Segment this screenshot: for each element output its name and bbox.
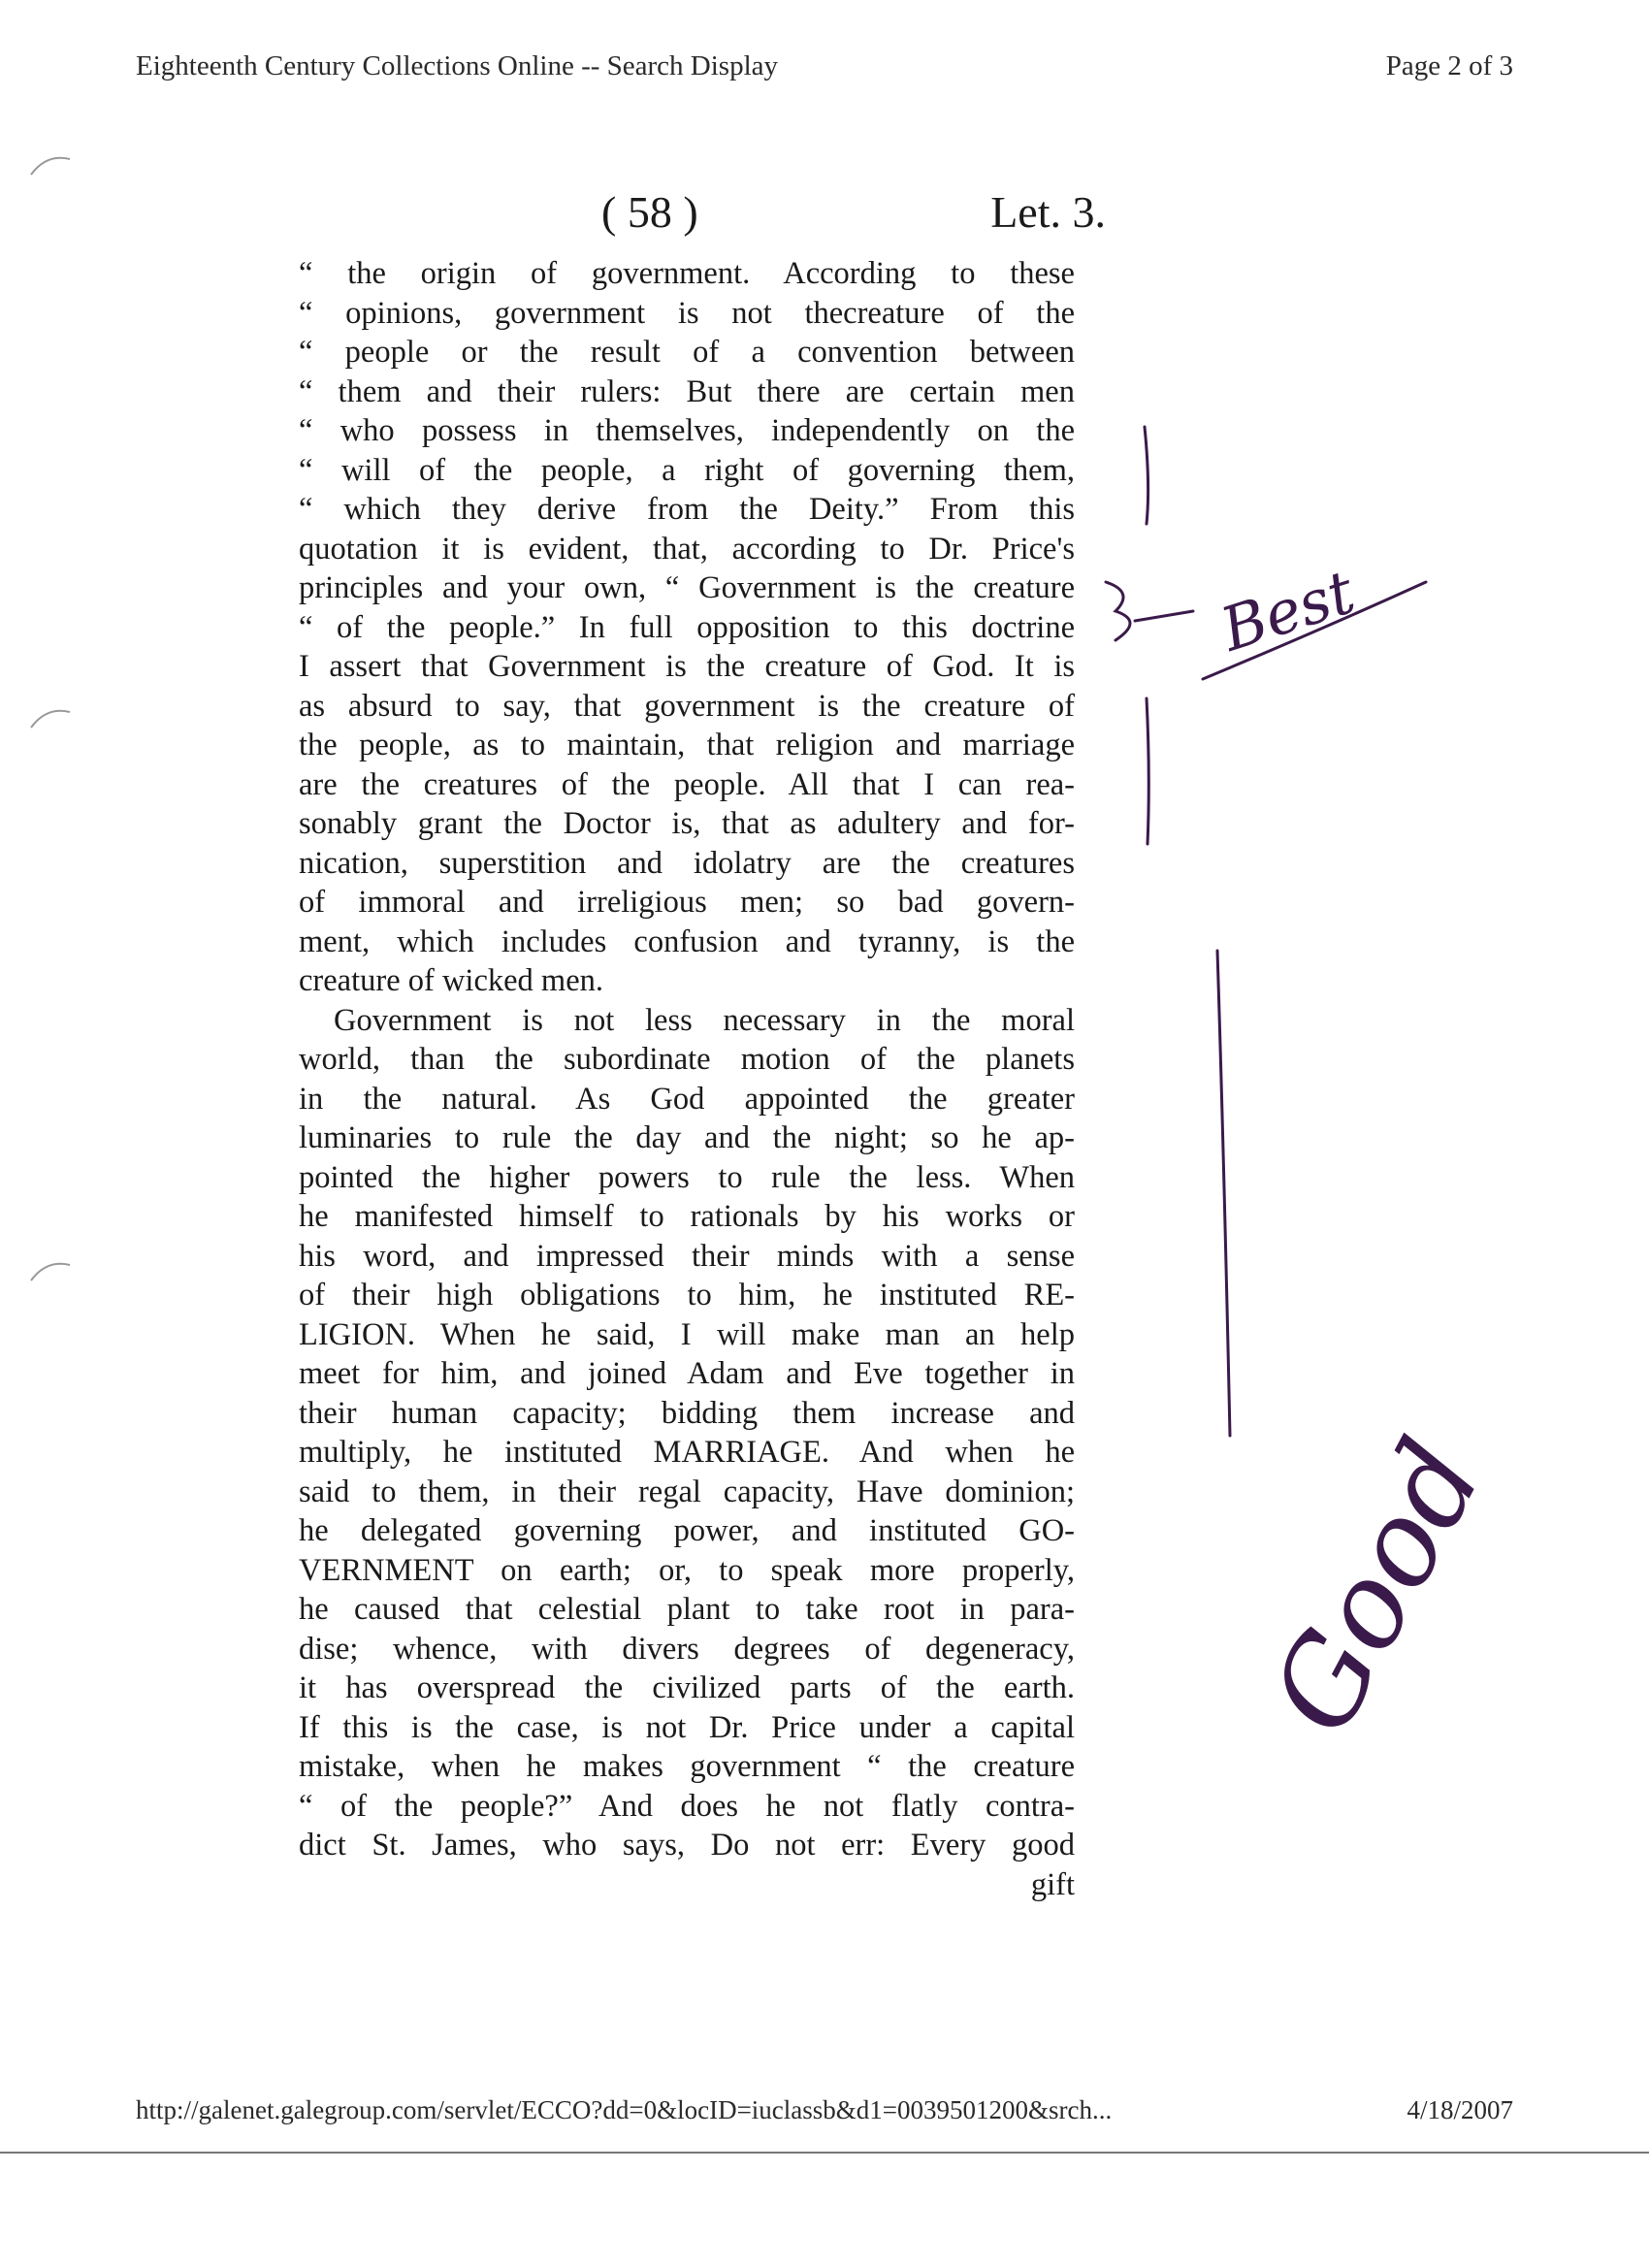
text-line: pointed the higher powers to rule the less. When: [299, 1159, 1075, 1195]
text-line: it has overspread the civilized parts of the earth.: [299, 1670, 1075, 1705]
text-line: mistake, when he makes government “ the creature: [299, 1749, 1075, 1784]
footer-divider: [0, 2152, 1649, 2154]
header-page-count: Page 2 of 3: [1385, 50, 1513, 81]
text-line: principles and your own, “ Government is the creature: [299, 570, 1075, 605]
binder-hole-bottom: [27, 1251, 76, 1290]
annotation-best: Best: [1212, 556, 1363, 665]
text-line: quotation it is evident, that, according to Dr. Price's: [299, 531, 1075, 567]
text-line: are the creatures of the people. All that I can rea-: [299, 766, 1075, 802]
text-line: ment, which includes confusion and tyranny, is the: [299, 923, 1075, 959]
text-line: “ will of the people, a right of governing them,: [299, 452, 1075, 488]
margin-line-upper: [1145, 427, 1148, 524]
text-line: LIGION. When he said, I will make man an help: [299, 1316, 1075, 1352]
text-line: “ of the people?” And does he not flatly contra-: [299, 1788, 1075, 1824]
text-line: he caused that celestial plant to take root in para-: [299, 1592, 1075, 1627]
text-line: “ who possess in themselves, independently on the: [299, 413, 1075, 448]
footer-date: 4/18/2007: [1406, 2095, 1513, 2124]
page-heading: [601, 186, 1106, 238]
text-line: “ them and their rulers: But there are certain men: [299, 373, 1075, 409]
text-line: nication, superstition and idolatry are the creatures: [299, 845, 1075, 881]
text-line: the people, as to maintain, that religion and marriage: [299, 728, 1075, 762]
bracket-mark: [1106, 582, 1193, 640]
text-line: “ the origin of government. According to these: [299, 256, 1075, 291]
footer-url: http://galenet.galegroup.com/servlet/ECCO?dd=0&locID=iuclassb&d1=0039501200&srch...: [136, 2095, 1113, 2124]
text-line: he delegated governing power, and instituted GO-: [299, 1513, 1075, 1548]
text-line: gift: [1030, 1866, 1075, 1902]
text-line: dict St. James, who says, Do not err: Every good: [299, 1828, 1075, 1863]
text-line: in the natural. As God appointed the greater: [299, 1081, 1075, 1117]
text-line: said to them, in their regal capacity, Have dominion;: [299, 1474, 1075, 1509]
text-line: VERNMENT on earth; or, to speak more properly,: [299, 1552, 1075, 1588]
text-line: his word, and impressed their minds with a sense: [299, 1238, 1075, 1274]
browser-print-header: [136, 50, 1513, 82]
best-underline: [1203, 582, 1426, 679]
binder-hole-middle: [27, 698, 76, 737]
letter-number: Let. 3.: [990, 187, 1106, 237]
text-line: their human capacity; bidding them increase and: [299, 1395, 1075, 1431]
margin-line-long: [1217, 951, 1230, 1436]
text-line: “ people or the result of a convention between: [299, 335, 1075, 370]
page-number: ( 58 ): [601, 187, 698, 237]
binder-hole-top: [27, 146, 76, 184]
header-title: Eighteenth Century Collections Online -- Search Display: [136, 50, 779, 81]
text-line: Government is not less necessary in the moral: [334, 1002, 1075, 1038]
text-line: creature of wicked men.: [299, 963, 604, 998]
text-line: “ opinions, government is not thecreature of the: [299, 295, 1075, 331]
text-line: meet for him, and joined Adam and Eve together in: [299, 1356, 1075, 1391]
text-line: he manifested himself to rationals by his works or: [299, 1199, 1075, 1234]
text-line: sonably grant the Doctor is, that as adultery and for-: [299, 806, 1075, 841]
text-line: as absurd to say, that government is the creature of: [299, 688, 1075, 724]
text-line: luminaries to rule the day and the night; so he ap-: [299, 1120, 1075, 1155]
text-line: If this is the case, is not Dr. Price under a capital: [299, 1709, 1075, 1745]
body-text: [299, 254, 1075, 1904]
text-line: multiply, he instituted MARRIAGE. And when he: [299, 1435, 1075, 1470]
text-line: world, than the subordinate motion of the planets: [299, 1042, 1075, 1077]
text-line: “ which they derive from the Deity.” From this: [299, 492, 1075, 527]
annotation-good: Good: [1245, 1419, 1509, 1755]
browser-print-footer: [136, 2095, 1513, 2125]
text-line: “ of the people.” In full opposition to this doctrine: [299, 609, 1075, 645]
text-line: of their high obligations to him, he instituted RE-: [299, 1278, 1075, 1312]
margin-line-middle: [1147, 698, 1148, 844]
text-line: dise; whence, with divers degrees of degeneracy,: [299, 1631, 1075, 1667]
text-line: I assert that Government is the creature of God. It is: [299, 649, 1075, 684]
text-line: of immoral and irreligious men; so bad govern-: [299, 885, 1075, 920]
